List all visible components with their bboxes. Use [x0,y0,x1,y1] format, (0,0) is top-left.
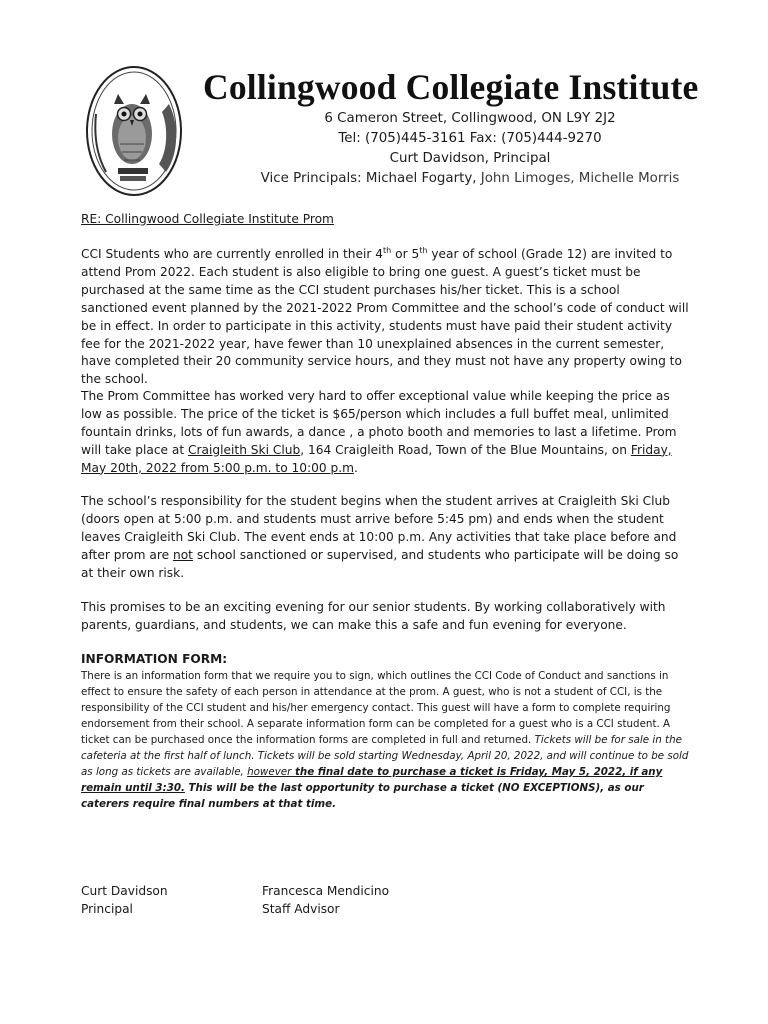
info-text-plain: There is an information form that we require you to sign, which outlines the CCI Code of Conduct and sanctions in effect to ensure the safety of each person in attendance at the prom. A guest, who is not a student of CCI, is the responsibility of the CCI student and his/her emergency contact. This guest will have a form to complete requiring endorsement from their school. A separate information form can be completed for a guest who is a CCI student. A ticket can be purchased once the information forms are completed in full and returned. [81,670,671,746]
p1-sup-th-1: th [383,245,392,255]
vice-principals-line [260,171,680,186]
paragraph-closing: This promises to be an exciting evening for our senior students. By working collaboratively with parents, guardians, and students, we can make this a safe and fun evening for everyone. [81,600,666,632]
info-however: however [247,766,292,778]
p1-sup-th-2: th [419,245,428,255]
info-text-italic: Tickets will be for sale in the cafeteria at the first half of lunch. Tickets will be sold starting Wednesday, April 20, 2022, and will continue to be sold as long as tickets are available, [81,734,689,778]
re-subject-line: RE: Collingwood Collegiate Institute Prom [81,212,334,226]
school-crest-owl-logo [84,64,184,198]
p2-text-c: . [354,460,358,475]
vice-principals-label: Vice Principals: Michael Fogarty, [260,171,477,186]
p2-text-b: , 164 Craigleith Road, Town of the Blue Mountains, on [300,442,631,457]
signature-title: Principal [81,902,133,916]
school-name: Collingwood Collegiate Institute [203,67,699,107]
paragraph-school-responsibility [81,493,689,583]
p1-text-a: CCI Students who are currently enrolled in their 4 [81,247,384,261]
p1-text-c: year of school (Grade 12) are invited to attend Prom 2022. Each student is also eligible to bring one guest. A guest’s ticket must be purchased at the same time as the CCI student purchases his/her ticket. This is a school sanctioned event planned by the 2021-2022 Prom Committee and the school’s code of conduct will be in effect. In order to participate in this activity, students must have paid their student activity fee for the 2021-2022 year, have fewer than 10 unexplained absences in the current semester, have completed their 20 community service hours, and they must not have any property owing to the school. [81,247,689,387]
p3-text-a: The school’s responsibility for the student begins when the student arrives at Craigleith Ski Club (doors open at 5:00 p.m. and students must arrive before 5:45 pm) and ends when the student leaves Craigleith Ski Club. The event ends at 10:00 p.m. Any activities that take place before and after prom are [81,494,677,562]
prom-date-time: Friday, May 20th, 2022 from 5:00 p.m. to 10:00 p.m [81,442,672,475]
signature-name: Curt Davidson [81,884,168,898]
school-phone-fax: Tel: (705)445-3161 Fax: (705)444-9270 [338,131,602,146]
signature-principal [81,882,168,918]
p3-not-underlined: not [172,547,193,562]
school-address: 6 Cameron Street, Collingwood, ON L9Y 2J2 [324,111,616,126]
signature-staff-advisor [262,882,389,918]
p3-text-b: school sanctioned or supervised, and students who participate will be doing so at their own risk. [81,547,679,580]
information-form-text [81,668,689,812]
vice-principals-names: John Limoges, Michelle Morris [476,171,680,186]
information-form-heading: INFORMATION FORM: [81,652,228,666]
paragraph-eligibility [81,246,689,389]
info-final-date: the final date to purchase a ticket is Friday, May 5, 2022, if any remain until 3:30. [81,766,663,794]
venue-name: Craigleith Ski Club [188,442,301,457]
info-last-opportunity: This will be the last opportunity to purchase a ticket (NO EXCEPTIONS), as our caterers require final numbers at that time. [81,782,644,810]
p1-text-b: or 5 [391,247,420,261]
paragraph-ticket-price-venue [81,388,689,478]
principal-line: Curt Davidson, Principal [389,151,551,166]
p2-text-a: The Prom Committee has worked very hard to offer exceptional value while keeping the price as low as possible. The price of the ticket is $65/person which includes a full buffet meal, unlimited fountain drinks, lots of fun awards, a dance , a photo booth and memories to last a lifetime. Prom will take place at [81,389,677,457]
signature-title: Staff Advisor [262,902,340,916]
signature-name: Francesca Mendicino [262,884,390,898]
